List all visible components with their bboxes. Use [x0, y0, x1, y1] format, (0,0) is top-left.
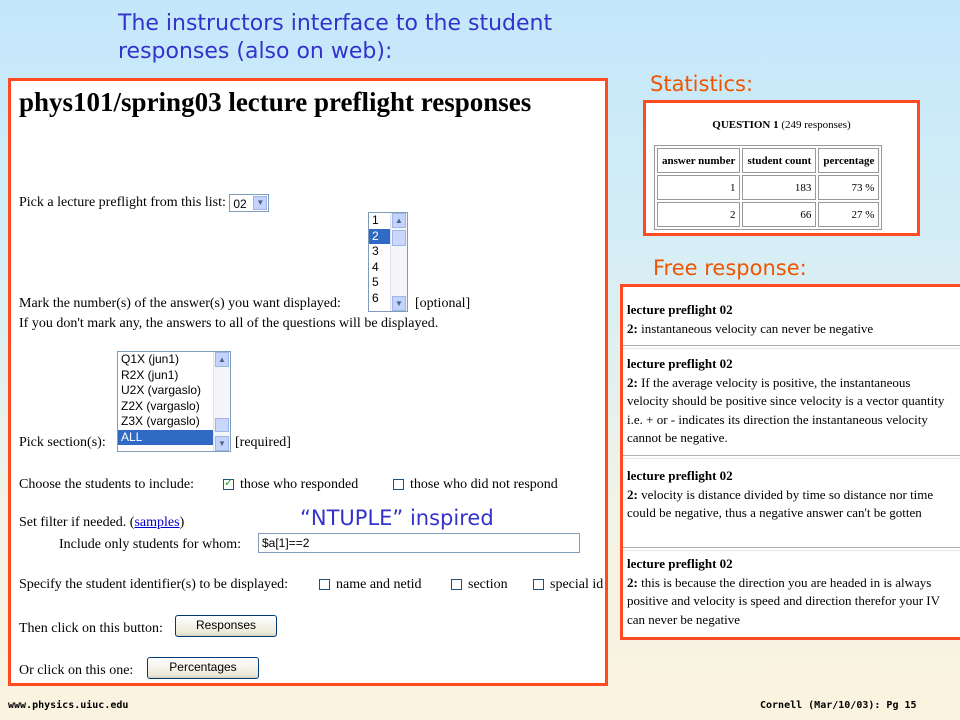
question-option[interactable]: 4 — [372, 259, 379, 274]
filter-label: Set filter if needed. ( — [19, 515, 135, 530]
percentages-prompt: Or click on this one: — [19, 663, 134, 678]
id-name-checkbox[interactable] — [319, 579, 330, 590]
id-section-option[interactable] — [451, 577, 508, 593]
section-listbox[interactable] — [117, 351, 231, 452]
id-special-label: special id — [550, 577, 604, 592]
question-option[interactable]: 1 — [372, 213, 379, 227]
free-response-label: Free response: — [653, 256, 807, 280]
responded-option[interactable] — [223, 477, 358, 493]
response-number: 2: — [627, 486, 638, 502]
response-body — [627, 374, 954, 448]
students-row — [19, 477, 194, 493]
response-count: (249 responses) — [781, 119, 851, 131]
id-special-checkbox[interactable] — [533, 579, 544, 590]
section-scrollbar[interactable] — [213, 352, 230, 451]
response-title: lecture preflight 02 — [627, 356, 733, 371]
pick-preflight-label: Pick a lecture preflight from this list: — [19, 195, 226, 211]
response-entry — [627, 555, 952, 629]
filter-input[interactable]: $a[1]==2 — [258, 533, 580, 553]
question-option[interactable]: 2 — [369, 229, 407, 245]
not-responded-label: those who did not respond — [410, 477, 558, 492]
section-option[interactable]: Q1X (jun1) — [121, 352, 180, 366]
question-option[interactable]: 5 — [372, 275, 379, 289]
statistics-panel — [643, 100, 920, 236]
responded-checkbox[interactable] — [223, 479, 234, 490]
question-heading — [646, 119, 917, 131]
count-cell: 183 — [742, 175, 816, 200]
include-label: Include only students for whom: — [59, 537, 241, 552]
mark-answers-row — [19, 296, 471, 312]
question-scrollbar[interactable] — [390, 213, 407, 311]
answer-cell: 2 — [657, 202, 740, 227]
divider — [623, 547, 960, 551]
response-body — [627, 320, 960, 339]
arrow-up-icon[interactable]: ▲ — [215, 352, 229, 367]
response-number: 2: — [627, 374, 638, 390]
header-answer-number: answer number — [657, 148, 740, 173]
statistics-table — [654, 145, 882, 230]
samples-link[interactable]: samples — [134, 515, 180, 530]
percentage-cell: 73 % — [818, 175, 879, 200]
pick-section-label: Pick section(s): — [19, 435, 106, 450]
required-tag: [required] — [235, 435, 291, 450]
response-entry — [627, 467, 958, 523]
responded-label: those who responded — [240, 477, 359, 492]
chevron-down-icon[interactable]: ▼ — [253, 196, 267, 210]
response-body — [627, 486, 958, 523]
table-header-row — [657, 148, 879, 173]
responses-button[interactable]: Responses — [175, 615, 277, 637]
percentage-cell: 27 % — [818, 202, 879, 227]
ntuple-label: “NTUPLE” inspired — [300, 506, 494, 530]
footer-right: Cornell (Mar/10/03): Pg 15 — [760, 700, 917, 711]
id-special-option[interactable] — [533, 577, 603, 593]
response-title: lecture preflight 02 — [627, 556, 733, 571]
scroll-thumb[interactable] — [392, 230, 406, 246]
response-number: 2: — [627, 320, 638, 336]
filter-row — [19, 515, 184, 531]
free-response-panel — [620, 284, 960, 640]
not-responded-checkbox[interactable] — [393, 479, 404, 490]
question-listbox[interactable] — [368, 212, 408, 312]
statistics-label: Statistics: — [650, 72, 754, 96]
section-option[interactable]: ALL — [118, 430, 230, 446]
preflight-select-value: 02 — [233, 197, 247, 211]
question-option[interactable]: 3 — [372, 244, 379, 258]
response-body — [627, 574, 952, 630]
question-option[interactable]: 6 — [372, 290, 379, 305]
response-text: If the average velocity is positive, the instantaneous velocity should be positive since velocity is a vector quantity i.e. + or - indicates its direction the instantaneous velocity cannot be negative. — [627, 374, 945, 445]
question-title: QUESTION 1 — [712, 119, 779, 131]
count-cell: 66 — [742, 202, 816, 227]
mark-note: If you don't mark any, the answers to all of the questions will be displayed. — [19, 316, 439, 331]
pick-preflight-row — [19, 194, 269, 212]
scroll-thumb[interactable] — [215, 418, 229, 432]
preflight-form-panel — [8, 78, 608, 686]
table-row — [657, 202, 879, 227]
preflight-select[interactable] — [229, 194, 269, 212]
arrow-up-icon[interactable]: ▲ — [392, 213, 406, 228]
optional-tag: [optional] — [415, 296, 471, 311]
id-name-option[interactable] — [319, 577, 422, 593]
response-entry — [627, 301, 960, 338]
divider — [623, 345, 960, 349]
response-text: velocity is distance divided by time so distance nor time could be negative, thus a negative answer can't be gotten — [627, 486, 934, 520]
footer-left: www.physics.uiuc.edu — [8, 700, 129, 711]
id-section-label: section — [468, 577, 508, 592]
percentages-button[interactable]: Percentages — [147, 657, 259, 679]
slide-title: The instructors interface to the student responses (also on web): — [118, 11, 553, 64]
arrow-down-icon[interactable]: ▼ — [392, 296, 406, 311]
not-responded-option[interactable] — [393, 477, 558, 493]
response-number: 2: — [627, 574, 638, 590]
response-text: this is because the direction you are headed in is always positive and velocity is speed and direction therefor your IV can never be negative — [627, 574, 940, 627]
divider — [623, 455, 960, 459]
students-label: Choose the students to include: — [19, 477, 194, 492]
arrow-down-icon[interactable]: ▼ — [215, 436, 229, 451]
id-name-label: name and netid — [336, 577, 422, 592]
response-text: instantaneous velocity can never be negative — [641, 320, 874, 336]
response-title: lecture preflight 02 — [627, 468, 733, 483]
header-student-count: student count — [742, 148, 816, 173]
section-option[interactable]: R2X (jun1) — [121, 367, 179, 382]
id-section-checkbox[interactable] — [451, 579, 462, 590]
page-title: phys101/spring03 lecture preflight responses — [19, 87, 532, 117]
mark-answers-label: Mark the number(s) of the answer(s) you want displayed: — [19, 296, 341, 311]
section-option[interactable]: Z3X (vargaslo) — [121, 414, 200, 428]
response-entry — [627, 355, 954, 448]
identifier-label: Specify the student identifier(s) to be displayed: — [19, 577, 289, 592]
header-percentage: percentage — [818, 148, 879, 173]
responses-prompt: Then click on this button: — [19, 621, 163, 636]
filter-close: ) — [179, 515, 185, 530]
answer-cell: 1 — [657, 175, 740, 200]
table-row — [657, 175, 879, 200]
response-title: lecture preflight 02 — [627, 302, 733, 317]
section-option[interactable]: Z2X (vargaslo) — [121, 398, 200, 413]
section-option[interactable]: U2X (vargaslo) — [121, 383, 202, 397]
